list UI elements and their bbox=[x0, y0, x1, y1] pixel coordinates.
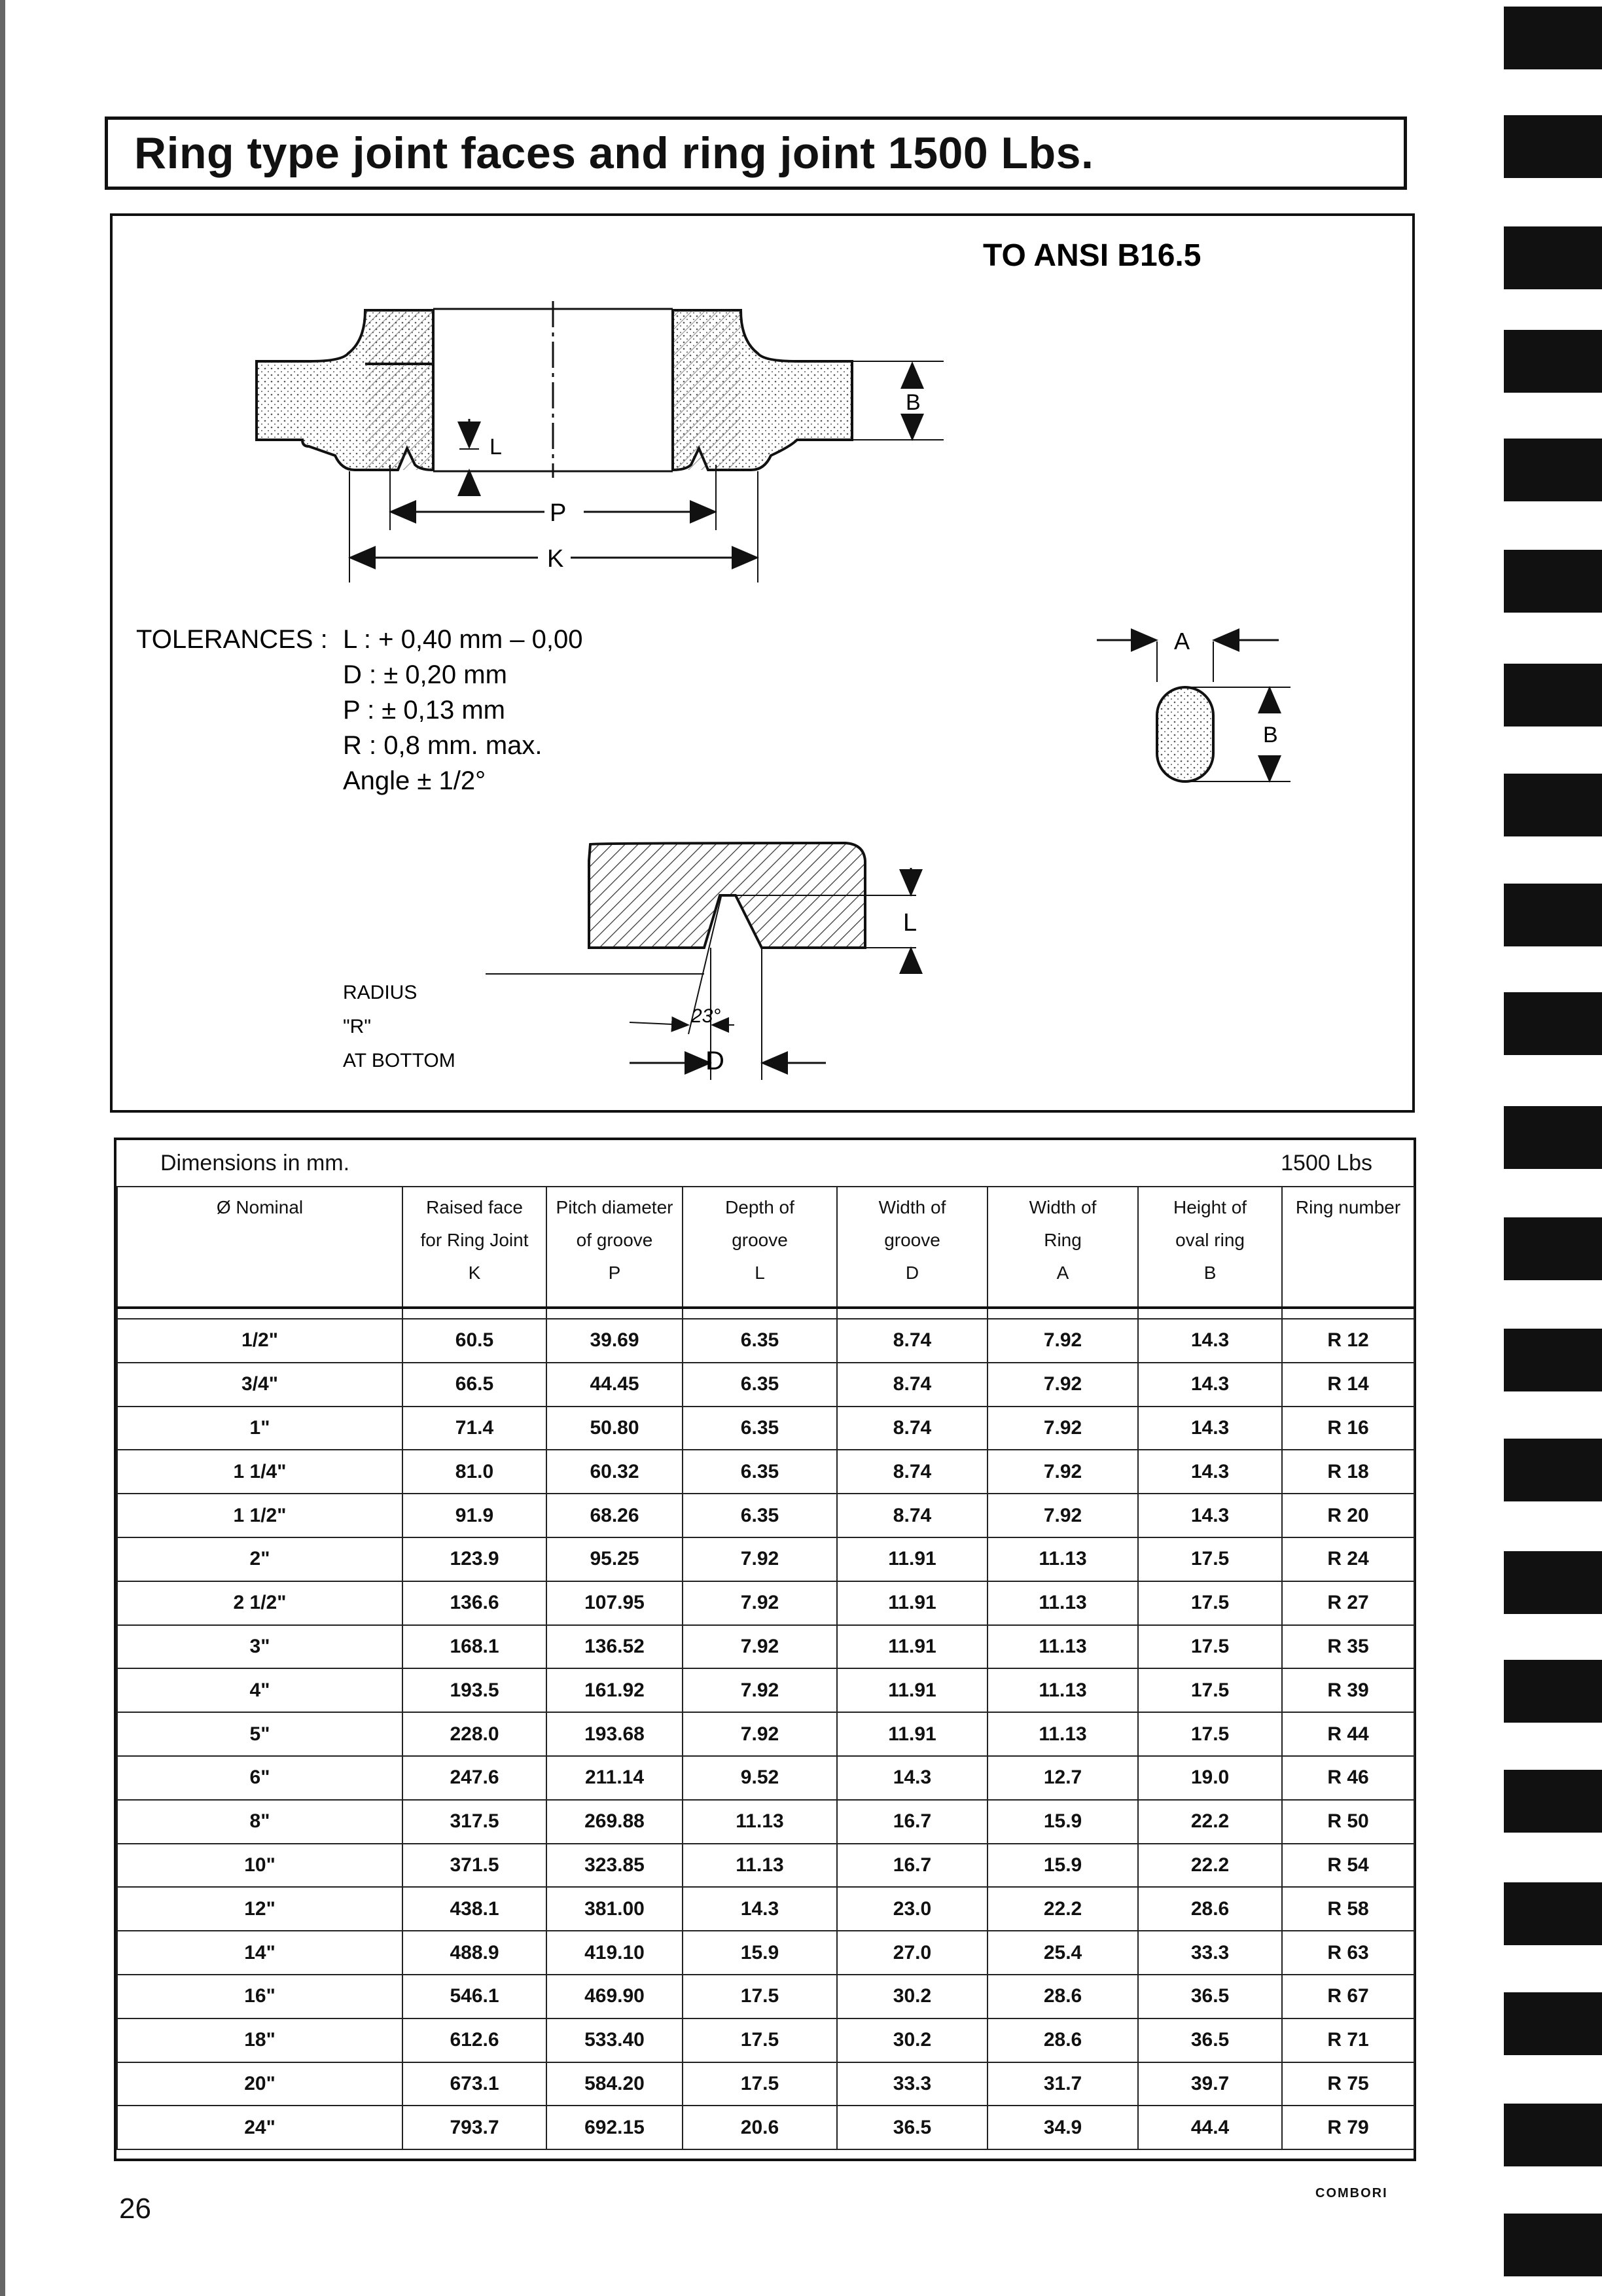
table-cell: 17.5 bbox=[683, 2018, 837, 2062]
table-cell: 28.6 bbox=[988, 2018, 1138, 2062]
table-cell: 17.5 bbox=[683, 2062, 837, 2106]
dim-d-label: D bbox=[705, 1047, 724, 1075]
table-row bbox=[117, 1975, 1414, 2018]
table-cell: 6" bbox=[117, 1756, 402, 1800]
table-cell: R 75 bbox=[1282, 2062, 1414, 2106]
table-cell: 419.10 bbox=[546, 1931, 683, 1975]
table-cell: 211.14 bbox=[546, 1756, 683, 1800]
table-row bbox=[117, 1712, 1414, 1756]
table-cell: 20" bbox=[117, 2062, 402, 2106]
table-cell: 11.13 bbox=[988, 1537, 1138, 1581]
table-cell: 11.13 bbox=[683, 1844, 837, 1888]
index-tab bbox=[1504, 226, 1602, 289]
table-cell: 1 1/2" bbox=[117, 1494, 402, 1537]
table-cell: 584.20 bbox=[546, 2062, 683, 2106]
table-cell: 11.13 bbox=[988, 1668, 1138, 1712]
table-cell: 30.2 bbox=[837, 1975, 988, 2018]
table-cell: 10" bbox=[117, 1844, 402, 1888]
table-cell: 44.45 bbox=[546, 1363, 683, 1407]
table-cell: 8.74 bbox=[837, 1450, 988, 1494]
dim-a-label: A bbox=[1174, 628, 1190, 655]
table-cell: R 16 bbox=[1282, 1407, 1414, 1450]
dim-l-label: L bbox=[490, 435, 502, 459]
index-tab bbox=[1504, 550, 1602, 613]
table-cell: R 63 bbox=[1282, 1931, 1414, 1975]
table-row bbox=[117, 2062, 1414, 2106]
dim-l2-label: L bbox=[903, 909, 917, 937]
table-cell: 8.74 bbox=[837, 1363, 988, 1407]
table-cell: 438.1 bbox=[402, 1887, 546, 1931]
table-cell: 95.25 bbox=[546, 1537, 683, 1581]
column-header-line: P bbox=[608, 1263, 621, 1283]
tolerance-line: L : + 0,40 mm – 0,00 bbox=[343, 625, 583, 654]
table-cell: 15.9 bbox=[683, 1931, 837, 1975]
dimensions-table-wrap bbox=[114, 1138, 1416, 2161]
table-cell: 14.3 bbox=[1138, 1450, 1282, 1494]
table-cell: 44.4 bbox=[1138, 2106, 1282, 2149]
column-header-line: groove bbox=[732, 1230, 788, 1250]
table-row bbox=[117, 2106, 1414, 2149]
index-tab bbox=[1504, 1329, 1602, 1391]
index-tab bbox=[1504, 7, 1602, 69]
column-header-line: K bbox=[468, 1263, 481, 1283]
table-cell: 33.3 bbox=[1138, 1931, 1282, 1975]
column-header bbox=[402, 1187, 546, 1308]
table-cell: 23.0 bbox=[837, 1887, 988, 1931]
table-cell: 20.6 bbox=[683, 2106, 837, 2149]
index-tab bbox=[1504, 439, 1602, 501]
table-cell: 31.7 bbox=[988, 2062, 1138, 2106]
table-cell: R 39 bbox=[1282, 1668, 1414, 1712]
page-title: Ring type joint faces and ring joint 1500 Lbs. bbox=[134, 128, 1094, 178]
table-cell: 6.35 bbox=[683, 1494, 837, 1537]
table-cell: 692.15 bbox=[546, 2106, 683, 2149]
table-body bbox=[117, 1319, 1414, 2149]
radius-note: "R" bbox=[343, 1016, 371, 1037]
table-cell: 66.5 bbox=[402, 1363, 546, 1407]
table-cell: 34.9 bbox=[988, 2106, 1138, 2149]
table-cell: 11.91 bbox=[837, 1537, 988, 1581]
table-row bbox=[117, 1887, 1414, 1931]
table-cell: 247.6 bbox=[402, 1756, 546, 1800]
table-cell: R 12 bbox=[1282, 1319, 1414, 1363]
diagram-panel bbox=[110, 213, 1415, 1113]
table-cell: 612.6 bbox=[402, 2018, 546, 2062]
table-cell: 7.92 bbox=[988, 1319, 1138, 1363]
table-cell: R 67 bbox=[1282, 1975, 1414, 2018]
table-cell: R 58 bbox=[1282, 1887, 1414, 1931]
table-cell: 91.9 bbox=[402, 1494, 546, 1537]
table-cell: 12.7 bbox=[988, 1756, 1138, 1800]
tolerance-line: P : ± 0,13 mm bbox=[343, 696, 505, 725]
table-cell: R 46 bbox=[1282, 1756, 1414, 1800]
units-label: Dimensions in mm. bbox=[117, 1140, 1138, 1187]
table-cell: 24" bbox=[117, 2106, 402, 2149]
table-row bbox=[117, 1668, 1414, 1712]
index-tab bbox=[1504, 1439, 1602, 1501]
column-header-line: L bbox=[755, 1263, 765, 1283]
table-cell: 27.0 bbox=[837, 1931, 988, 1975]
table-cell: 11.91 bbox=[837, 1668, 988, 1712]
standard-label: TO ANSI B16.5 bbox=[983, 238, 1202, 273]
table-cell: 381.00 bbox=[546, 1887, 683, 1931]
table-row bbox=[117, 1450, 1414, 1494]
table-cell: 14.3 bbox=[683, 1887, 837, 1931]
table-row bbox=[117, 2018, 1414, 2062]
table-cell: 323.85 bbox=[546, 1844, 683, 1888]
tolerance-line: R : 0,8 mm. max. bbox=[343, 731, 543, 760]
angle-label: 23° bbox=[691, 1005, 721, 1027]
table-caption-row bbox=[117, 1140, 1414, 1187]
table-cell: 6.35 bbox=[683, 1407, 837, 1450]
table-cell: 11.91 bbox=[837, 1581, 988, 1625]
table-cell: R 35 bbox=[1282, 1625, 1414, 1669]
radius-note: RADIUS bbox=[343, 982, 418, 1003]
table-cell: 8.74 bbox=[837, 1319, 988, 1363]
table-cell: 123.9 bbox=[402, 1537, 546, 1581]
tolerance-line: Angle ± 1/2° bbox=[343, 766, 486, 795]
table-cell: 17.5 bbox=[1138, 1537, 1282, 1581]
column-header-line: Width of bbox=[878, 1197, 946, 1217]
table-cell: 17.5 bbox=[1138, 1581, 1282, 1625]
index-tab bbox=[1504, 1106, 1602, 1169]
table-cell: 14.3 bbox=[1138, 1319, 1282, 1363]
table-cell: 14.3 bbox=[1138, 1407, 1282, 1450]
tolerance-line: D : ± 0,20 mm bbox=[343, 660, 507, 689]
table-cell: 193.68 bbox=[546, 1712, 683, 1756]
index-tab bbox=[1504, 330, 1602, 393]
table-row bbox=[117, 1844, 1414, 1888]
index-tab bbox=[1504, 992, 1602, 1055]
index-tab bbox=[1504, 1217, 1602, 1280]
table-cell: 33.3 bbox=[837, 2062, 988, 2106]
table-cell: 14.3 bbox=[837, 1756, 988, 1800]
table-header-row bbox=[117, 1187, 1414, 1308]
table-cell: 469.90 bbox=[546, 1975, 683, 2018]
index-tab bbox=[1504, 1992, 1602, 2055]
table-cell: 7.92 bbox=[683, 1537, 837, 1581]
table-cell: 17.5 bbox=[683, 1975, 837, 2018]
index-tab bbox=[1504, 884, 1602, 946]
table-cell: 8.74 bbox=[837, 1494, 988, 1537]
table-cell: 269.88 bbox=[546, 1800, 683, 1844]
table-cell: R 24 bbox=[1282, 1537, 1414, 1581]
table-cell: 5" bbox=[117, 1712, 402, 1756]
table-cell: 6.35 bbox=[683, 1363, 837, 1407]
table-cell: 793.7 bbox=[402, 2106, 546, 2149]
table-cell: 50.80 bbox=[546, 1407, 683, 1450]
index-tab bbox=[1504, 2214, 1602, 2276]
table-cell: 16.7 bbox=[837, 1800, 988, 1844]
tolerances-label: TOLERANCES : bbox=[136, 625, 328, 654]
column-header-line: A bbox=[1056, 1263, 1069, 1283]
table-cell: 2" bbox=[117, 1537, 402, 1581]
table-cell: 1" bbox=[117, 1407, 402, 1450]
dimensions-table bbox=[116, 1140, 1415, 2150]
table-row bbox=[117, 1800, 1414, 1844]
table-cell: 8.74 bbox=[837, 1407, 988, 1450]
table-row bbox=[117, 1537, 1414, 1581]
column-header bbox=[988, 1187, 1138, 1308]
column-header-line: groove bbox=[884, 1230, 940, 1250]
table-cell: 4" bbox=[117, 1668, 402, 1712]
header-divider bbox=[117, 1308, 1414, 1319]
table-cell: 14" bbox=[117, 1931, 402, 1975]
column-header-line: Raised face bbox=[426, 1197, 523, 1217]
index-tab bbox=[1504, 774, 1602, 836]
table-cell: 15.9 bbox=[988, 1800, 1138, 1844]
column-header-line: of groove bbox=[576, 1230, 653, 1250]
table-cell: 7.92 bbox=[683, 1668, 837, 1712]
column-header-line: Height of bbox=[1173, 1197, 1247, 1217]
table-cell: 11.91 bbox=[837, 1712, 988, 1756]
table-cell: R 20 bbox=[1282, 1494, 1414, 1537]
table-cell: 161.92 bbox=[546, 1668, 683, 1712]
table-cell: 11.13 bbox=[988, 1581, 1138, 1625]
table-cell: 136.52 bbox=[546, 1625, 683, 1669]
flange-diagram bbox=[113, 216, 1412, 1110]
table-cell: 193.5 bbox=[402, 1668, 546, 1712]
table-cell: 7.92 bbox=[683, 1581, 837, 1625]
table-cell: 3/4" bbox=[117, 1363, 402, 1407]
table-cell: 39.69 bbox=[546, 1319, 683, 1363]
column-header bbox=[1138, 1187, 1282, 1308]
table-cell: 22.2 bbox=[988, 1887, 1138, 1931]
table-cell: 11.13 bbox=[988, 1625, 1138, 1669]
table-cell: 7.92 bbox=[988, 1363, 1138, 1407]
table-cell: 11.91 bbox=[837, 1625, 988, 1669]
index-tab bbox=[1504, 1882, 1602, 1945]
table-cell: 17.5 bbox=[1138, 1625, 1282, 1669]
column-header-line: Ø Nominal bbox=[216, 1197, 304, 1217]
column-header bbox=[1282, 1187, 1414, 1308]
table-cell: 19.0 bbox=[1138, 1756, 1282, 1800]
table-cell: 15.9 bbox=[988, 1844, 1138, 1888]
table-cell: 28.6 bbox=[1138, 1887, 1282, 1931]
table-cell: 7.92 bbox=[988, 1450, 1138, 1494]
oval-ring-section bbox=[1157, 687, 1213, 781]
table-cell: 546.1 bbox=[402, 1975, 546, 2018]
radius-note: AT BOTTOM bbox=[343, 1050, 455, 1071]
table-cell: 68.26 bbox=[546, 1494, 683, 1537]
dim-b-label: B bbox=[906, 390, 921, 415]
page-number: 26 bbox=[119, 2193, 151, 2225]
table-cell: 71.4 bbox=[402, 1407, 546, 1450]
table-cell: R 14 bbox=[1282, 1363, 1414, 1407]
title-box bbox=[105, 117, 1407, 190]
table-cell: 17.5 bbox=[1138, 1668, 1282, 1712]
column-header-line: Width of bbox=[1029, 1197, 1097, 1217]
table-cell: 6.35 bbox=[683, 1319, 837, 1363]
table-cell: R 71 bbox=[1282, 2018, 1414, 2062]
table-cell: 3" bbox=[117, 1625, 402, 1669]
table-row bbox=[117, 1494, 1414, 1537]
table-cell: 1/2" bbox=[117, 1319, 402, 1363]
table-row bbox=[117, 1363, 1414, 1407]
table-row bbox=[117, 1581, 1414, 1625]
dim-b2-label: B bbox=[1263, 723, 1278, 747]
index-tab bbox=[1504, 664, 1602, 726]
table-cell: 28.6 bbox=[988, 1975, 1138, 2018]
column-header bbox=[683, 1187, 837, 1308]
table-cell: R 50 bbox=[1282, 1800, 1414, 1844]
index-tab bbox=[1504, 1551, 1602, 1614]
column-header bbox=[117, 1187, 402, 1308]
table-cell: 533.40 bbox=[546, 2018, 683, 2062]
table-cell: 18" bbox=[117, 2018, 402, 2062]
table-cell: 81.0 bbox=[402, 1450, 546, 1494]
column-header-line: B bbox=[1203, 1263, 1217, 1283]
table-cell: 36.5 bbox=[1138, 1975, 1282, 2018]
publisher-logo: COMBORI bbox=[1315, 2186, 1388, 2200]
index-tab bbox=[1504, 1770, 1602, 1833]
table-cell: R 27 bbox=[1282, 1581, 1414, 1625]
table-cell: 371.5 bbox=[402, 1844, 546, 1888]
table-cell: 107.95 bbox=[546, 1581, 683, 1625]
table-cell: 7.92 bbox=[683, 1625, 837, 1669]
column-header-line: Depth of bbox=[725, 1197, 794, 1217]
table-cell: 16.7 bbox=[837, 1844, 988, 1888]
table-cell: R 44 bbox=[1282, 1712, 1414, 1756]
table-cell: R 79 bbox=[1282, 2106, 1414, 2149]
table-cell: 16" bbox=[117, 1975, 402, 2018]
table-cell: 17.5 bbox=[1138, 1712, 1282, 1756]
table-cell: 39.7 bbox=[1138, 2062, 1282, 2106]
table-cell: 488.9 bbox=[402, 1931, 546, 1975]
table-cell: 8" bbox=[117, 1800, 402, 1844]
table-cell: 11.13 bbox=[683, 1800, 837, 1844]
table-cell: 136.6 bbox=[402, 1581, 546, 1625]
table-cell: R 18 bbox=[1282, 1450, 1414, 1494]
class-label: 1500 Lbs bbox=[1138, 1140, 1414, 1187]
table-cell: 673.1 bbox=[402, 2062, 546, 2106]
table-row bbox=[117, 1407, 1414, 1450]
index-tab bbox=[1504, 1660, 1602, 1723]
table-cell: 22.2 bbox=[1138, 1844, 1282, 1888]
table-cell: 25.4 bbox=[988, 1931, 1138, 1975]
column-header-line: for Ring Joint bbox=[420, 1230, 529, 1250]
table-cell: 9.52 bbox=[683, 1756, 837, 1800]
column-header-line: oval ring bbox=[1175, 1230, 1245, 1250]
column-header bbox=[546, 1187, 683, 1308]
table-cell: 1 1/4" bbox=[117, 1450, 402, 1494]
table-row bbox=[117, 1756, 1414, 1800]
table-cell: 7.92 bbox=[683, 1712, 837, 1756]
table-cell: 12" bbox=[117, 1887, 402, 1931]
table-cell: 60.32 bbox=[546, 1450, 683, 1494]
table-cell: 11.13 bbox=[988, 1712, 1138, 1756]
table-cell: 22.2 bbox=[1138, 1800, 1282, 1844]
column-header-line: Ring bbox=[1044, 1230, 1082, 1250]
column-header bbox=[837, 1187, 988, 1308]
index-tab bbox=[1504, 115, 1602, 178]
table-cell: R 54 bbox=[1282, 1844, 1414, 1888]
column-header-line: Pitch diameter bbox=[556, 1197, 673, 1217]
column-header-line: D bbox=[905, 1263, 919, 1283]
table-cell: 2 1/2" bbox=[117, 1581, 402, 1625]
binder-edge bbox=[0, 0, 5, 2296]
table-cell: 36.5 bbox=[837, 2106, 988, 2149]
table-cell: 228.0 bbox=[402, 1712, 546, 1756]
table-cell: 7.92 bbox=[988, 1494, 1138, 1537]
table-row bbox=[117, 1931, 1414, 1975]
table-cell: 14.3 bbox=[1138, 1494, 1282, 1537]
table-cell: 30.2 bbox=[837, 2018, 988, 2062]
table-cell: 7.92 bbox=[988, 1407, 1138, 1450]
index-tab bbox=[1504, 2104, 1602, 2166]
table-cell: 36.5 bbox=[1138, 2018, 1282, 2062]
column-header-line: Ring number bbox=[1295, 1197, 1401, 1217]
table-row bbox=[117, 1625, 1414, 1669]
dim-p-label: P bbox=[550, 499, 567, 527]
table-row bbox=[117, 1319, 1414, 1363]
table-cell: 317.5 bbox=[402, 1800, 546, 1844]
table-cell: 168.1 bbox=[402, 1625, 546, 1669]
dim-k-label: K bbox=[547, 545, 564, 573]
table-cell: 60.5 bbox=[402, 1319, 546, 1363]
table-cell: 14.3 bbox=[1138, 1363, 1282, 1407]
table-cell: 6.35 bbox=[683, 1450, 837, 1494]
